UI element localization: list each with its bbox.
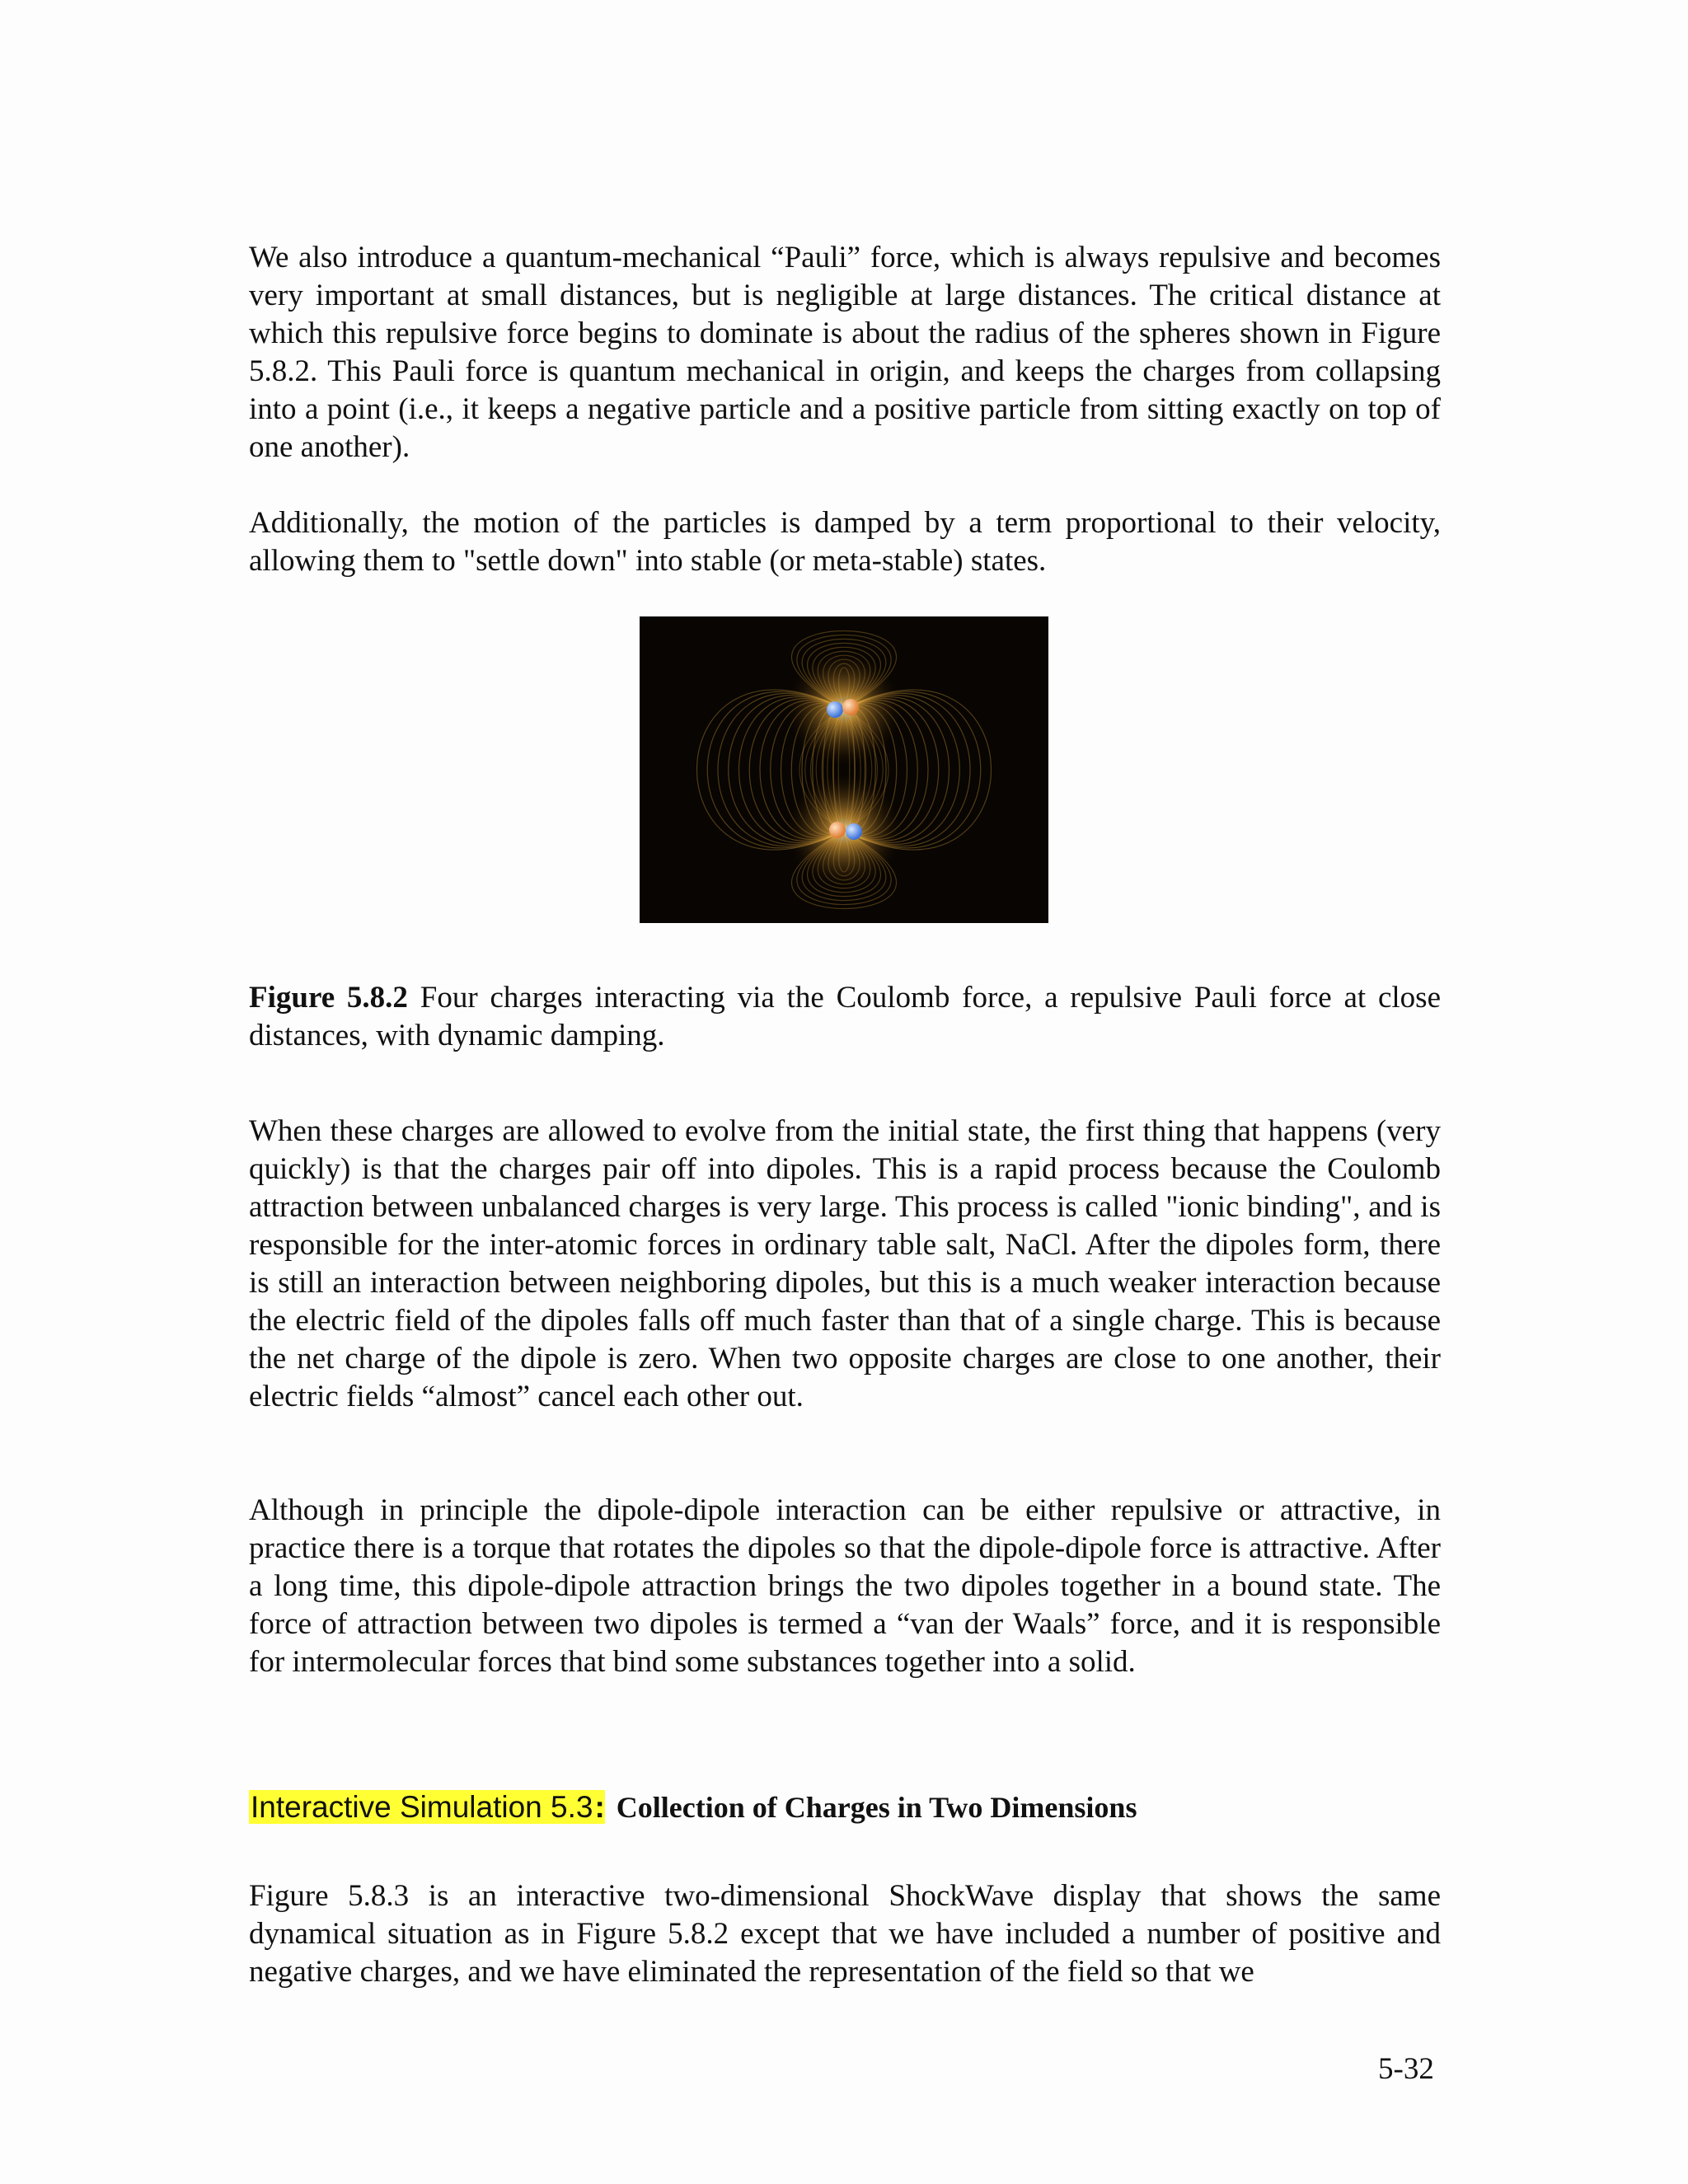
positive-charge-upper (842, 699, 859, 715)
paragraph-ionic-binding: When these charges are allowed to evolve from the initial state, the first thing that happens (very quickly) is that the charges pair off into dipoles. This is a rapid process because the Coulomb attraction between unbalanced charges is very large. This process is called "ionic binding", and is responsible for the inter-atomic forces in ordinary table salt, NaCl. After the dipoles form, there is still an interaction between neighboring dipoles, but this is a much weaker interaction because the electric field of the dipoles falls off much faster than that of a single charge. This is because the net charge of the dipole is zero. When two opposite charges are close to one another, their electric fields “almost” cancel each other out. (249, 1114, 1441, 1413)
simulation-link[interactable]: Interactive Simulation 5.3 (251, 1790, 593, 1824)
paragraph-van-der-waals: Although in principle the dipole-dipole interaction can be either repulsive or attractive, in practice there is a torque that rotates the dipoles so that the dipole-dipole force is attractive. After a long time, this dipole-dipole attraction brings the two dipoles together in a bound state. The force of attraction between two dipoles is termed a “van der Waals” force, and it is responsible for intermolecular forces that bind some substances together into a solid. (249, 1493, 1441, 1679)
simulation-heading (249, 1788, 1137, 1827)
field-lines-figure (640, 616, 1048, 923)
paragraph-shockwave: Figure 5.8.3 is an interactive two-dimensional ShockWave display that shows the same dynamical situation as in Figure 5.8.2 except that we have included a number of positive and negative charges, and we have eliminated the representation of the field so that we (249, 1879, 1441, 1989)
negative-charge-upper (827, 701, 843, 718)
dipole-field-image (640, 616, 1048, 923)
page-number: 5-32 (1378, 2052, 1434, 2086)
paragraph-damping: Additionally, the motion of the particles is damped by a term proportional to their velocity, allowing them to "settle down" into stable (or meta-stable) states. (249, 506, 1441, 578)
simulation-title: Collection of Charges in Two Dimensions (616, 1791, 1137, 1824)
figure-caption (249, 979, 1441, 1055)
positive-charge-lower (829, 822, 846, 838)
negative-charge-lower (846, 823, 862, 840)
paragraph-pauli-force: We also introduce a quantum-mechanical “Pauli” force, which is always repulsive and becomes very important at small distances, but is negligible at large distances. The critical distance at which this repulsive force begins to dominate is about the radius of the spheres shown in Figure 5.8.2. This Pauli force is quantum mechanical in origin, and keeps the charges from collapsing into a point (i.e., it keeps a negative particle and a positive particle from sitting exactly on top of one another). (249, 241, 1441, 464)
caption-label: Figure 5.8.2 (249, 981, 408, 1015)
caption-text: Four charges interacting via the Coulomb force, a repulsive Pauli force at close distances, with dynamic damping. (249, 981, 1441, 1052)
simulation-colon: : (594, 1790, 605, 1824)
